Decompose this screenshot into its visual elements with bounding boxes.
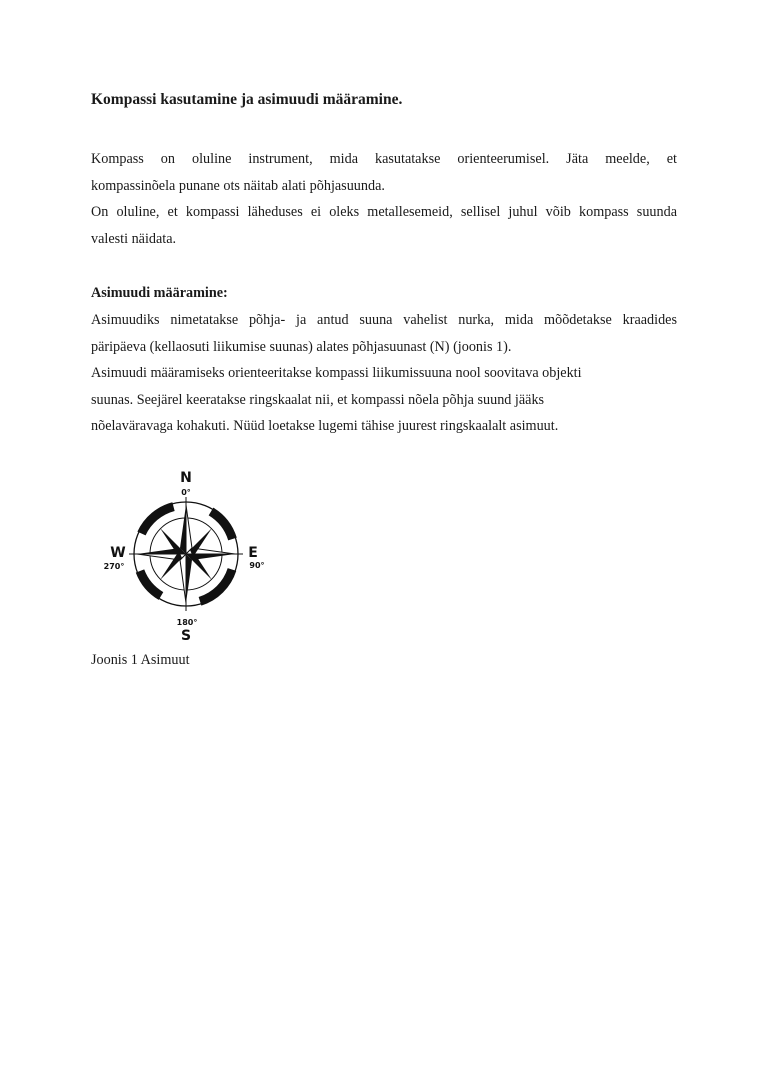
compass-figure — [100, 465, 272, 643]
instruction-line-2: suunas. Seejärel keeratakse ringskaalat nii, et kompassi nõela põhja suund jääks — [91, 391, 545, 408]
intro-line-1: Kompass on oluline instrument, mida kasutatakse orienteerumisel. Jäta meelde, et — [91, 151, 677, 167]
west-degrees: 270° — [103, 562, 125, 571]
east-degrees: 90° — [249, 561, 265, 570]
definition-paragraph — [91, 307, 677, 360]
instruction-line-1: Asimuudi määramiseks orienteeritakse kompassi liikumissuuna nool soovitava objekti — [91, 365, 582, 381]
north-degrees: 0° — [181, 488, 191, 497]
west-label: W — [110, 545, 126, 561]
warning-line-2: valesti näidata. — [91, 230, 177, 247]
document-title: Kompassi kasutamine ja asimuudi määramine. — [91, 91, 403, 108]
figure-caption: Joonis 1 Asimuut — [91, 652, 190, 668]
intro-paragraph — [91, 146, 677, 199]
north-label: N — [180, 470, 192, 486]
instruction-line-3: nõelaväravaga kohakuti. Nüüd loetakse lugemi tähise juurest ringskaalalt asimuut. — [91, 418, 559, 435]
section-heading: Asimuudi määramine: — [91, 285, 228, 301]
south-label: S — [180, 628, 192, 643]
warning-paragraph — [91, 199, 677, 252]
definition-line-2: päripäeva (kellaosuti liikumise suunas) alates põhjasuunast (N) (joonis 1). — [91, 338, 512, 355]
east-label: E — [248, 545, 258, 561]
instruction-paragraph — [91, 360, 677, 440]
compass-arc-nw — [142, 507, 174, 534]
intro-line-2: kompassinõela punane ots näitab alati põhjasuunda. — [91, 177, 385, 194]
compass-arc-sw — [140, 571, 161, 596]
warning-line-1: On oluline, et kompassi läheduses ei oleks metallesemeid, sellisel juhul võib kompass suunda — [91, 204, 677, 220]
compass-arc-ne — [211, 512, 233, 540]
definition-line-1: Asimuudiks nimetatakse põhja- ja antud suuna vahelist nurka, mida mõõdetakse kraadides — [91, 312, 677, 328]
compass-rose-icon — [100, 465, 272, 643]
south-degrees: 180° — [176, 618, 198, 627]
